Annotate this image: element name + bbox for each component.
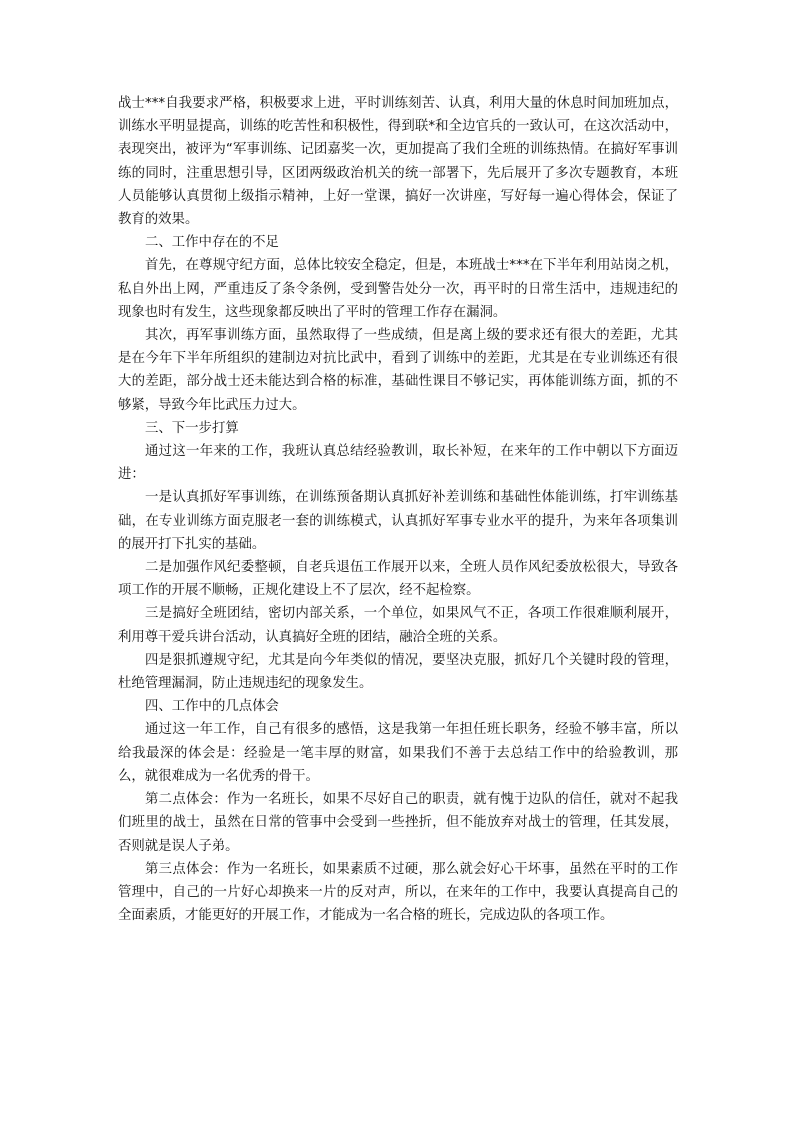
paragraph-3e: 四是狠抓遵规守纪，尤其是向今年类似的情况，要坚决克服，抓好几个关键时段的管理，杜绝管理漏洞，防止违规违纪的现象发生。	[118, 652, 678, 692]
paragraph-3b: 一是认真抓好军事训练，在训练预备期认真抓好补差训练和基础性体能训练，打牢训练基础，在专业训练方面克服老一套的训练模式，认真抓好军事专业水平的提升，为来年各项集训的展开打下扎实的基础。	[118, 490, 678, 552]
section-heading-3: 三、下一步打算	[145, 420, 239, 436]
document-page	[118, 92, 678, 927]
paragraph-4b: 第二点体会：作为一名班长，如果不尽好自己的职责，就有愧于边队的信任，就对不起我们班里的战士，虽然在日常的管事中会受到一些挫折，但不能放弃对战士的管理，任其发展，否则就是误人子弟。	[118, 792, 678, 854]
paragraph-1: 战士***自我要求严格，积极要求上进，平时训练刻苦、认真，利用大量的休息时间加班加点，训练水平明显提高，训练的吃苦性和积极性，得到联*和全边官兵的一致认可，在这次活动中，表现突出，被评为“军事训练、记团嘉奖一次，更加提高了我们全班的训练热情。在搞好军事训练的同时，注重思想引导，区团两级政治机关的统一部署下，先后展开了多次专题教育，本班人员能够认真贯彻上级指示精神，上好一堂课，搞好一次讲座，写好每一遍心得体会，保证了教育的效果。	[118, 96, 678, 228]
paragraph-4c: 第三点体会：作为一名班长，如果素质不过硬，那么就会好心干坏事，虽然在平时的工作管理中，自己的一片好心却换来一片的反对声，所以，在来年的工作中，我要认真提高自己的全面素质，才能更好的开展工作，才能成为一名合格的班长，完成边队的各项工作。	[118, 861, 678, 924]
paragraph-3a: 通过这一年来的工作，我班认真总结经验教训，取长补短，在来年的工作中朝以下方面迈进：	[118, 444, 678, 483]
paragraph-2a: 首先，在尊规守纪方面，总体比较安全稳定，但是，本班战士***在下半年利用站岗之机，私自外出上网，严重违反了条令条例，受到警告处分一次，再平时的日常生活中，违规违纪的现象也时有发生，这些现象都反映出了平时的管理工作存在漏洞。	[118, 258, 678, 320]
paragraph-3c: 二是加强作风纪委整顿，自老兵退伍工作展开以来，全班人员作风纪委放松很大，导致各项工作的开展不顺畅，正规化建设上不了层次，经不起检察。	[118, 560, 678, 599]
section-heading-4: 四、工作中的几点体会	[145, 699, 279, 715]
paragraph-2b: 其次，再军事训练方面，虽然取得了一些成绩，但是离上级的要求还有很大的差距，尤其是在今年下半年所组织的建制边对抗比武中，看到了训练中的差距，尤其是在专业训练还有很大的差距，部分战士还未能达到合格的标准，基础性课目不够记实，再体能训练方面，抓的不够紧，导致今年比武压力过大。	[118, 328, 678, 413]
section-heading-2: 二、工作中存在的不足	[145, 235, 279, 251]
paragraph-4a: 通过这一年工作，自己有很多的感悟，这是我第一年担任班长职务，经验不够丰富，所以给我最深的体会是：经验是一笔丰厚的财富，如果我们不善于去总结工作中的给验教训，那么，就很难成为一名优秀的骨干。	[118, 722, 678, 784]
paragraph-3d: 三是搞好全班团结，密切内部关系，一个单位，如果风气不正，各项工作很难顺利展开，利用尊干爱兵讲台活动，认真搞好全班的团结，融洽全班的关系。	[118, 606, 678, 645]
